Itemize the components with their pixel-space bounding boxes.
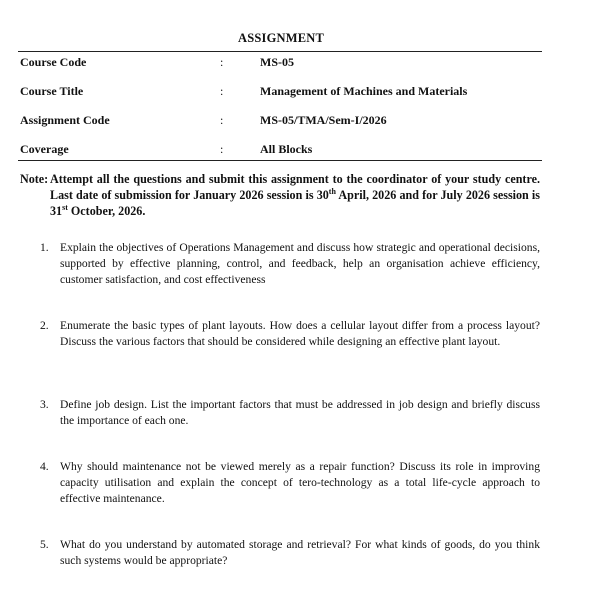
question-number: 2.	[40, 319, 49, 332]
question-text: Enumerate the basic types of plant layouts. How does a cellular layout differ from a process layout? Discuss the various factors that should be considered while designing an effective plant layout.	[60, 319, 540, 348]
info-row-course-code	[0, 55, 600, 71]
question-item	[40, 537, 540, 569]
coverage-value: All Blocks	[260, 142, 313, 156]
info-row-course-title	[0, 84, 600, 100]
course-code-colon: :	[220, 55, 224, 69]
course-title-value: Management of Machines and Materials	[260, 84, 468, 98]
course-title-colon: :	[220, 84, 224, 98]
submission-note	[20, 171, 540, 219]
course-code-label: Course Code	[20, 55, 87, 69]
info-row-coverage	[0, 142, 600, 158]
assignment-code-label: Assignment Code	[20, 113, 110, 127]
info-row-assignment-code	[0, 113, 600, 129]
page-title: ASSIGNMENT	[237, 31, 325, 45]
note-text	[20, 171, 540, 219]
note-text-part-3: October, 2026.	[67, 204, 146, 218]
question-item	[40, 397, 540, 429]
note-text-part-1: Attempt all the questions and submit this assignment to the coordinator of your study centre. Last date of submission for January 2026 session is 30	[50, 172, 540, 202]
question-number: 5.	[40, 538, 49, 551]
course-title-label: Course Title	[20, 84, 84, 98]
question-number: 4.	[40, 460, 49, 473]
question-item	[40, 240, 540, 288]
note-text-part-2: April, 2026 and for July 2026 session is 31	[50, 188, 540, 218]
question-item	[40, 318, 540, 350]
question-text: Define job design. List the important factors that must be addressed in job design and briefly discuss the importance of each one.	[60, 398, 540, 427]
question-number: 3.	[40, 398, 49, 411]
bottom-divider	[18, 160, 542, 161]
course-code-value: MS-05	[260, 55, 294, 69]
question-text: What do you understand by automated storage and retrieval? For what kinds of goods, do you think such systems would be appropriate?	[60, 538, 540, 567]
note-label: Note:	[20, 172, 49, 186]
top-divider	[18, 51, 542, 52]
assignment-code-value: MS-05/TMA/Sem-I/2026	[260, 113, 387, 127]
assignment-code-colon: :	[220, 113, 224, 127]
question-text: Why should maintenance not be viewed merely as a repair function? Discuss its role in improving capacity utilisation and explain the concept of tero-technology as a total life-cycle approach to effective maintenance.	[60, 460, 540, 505]
coverage-colon: :	[220, 142, 224, 156]
question-text: Explain the objectives of Operations Management and discuss how strategic and operational decisions, supported by effective planning, control, and feedback, help an organisation achieve efficiency, customer satisfaction, and cost effectiveness	[60, 241, 540, 286]
question-item	[40, 459, 540, 507]
note-superscript-2: st	[62, 202, 68, 212]
note-superscript-1: th	[328, 186, 336, 196]
coverage-label: Coverage	[20, 142, 69, 156]
question-number: 1.	[40, 241, 49, 254]
